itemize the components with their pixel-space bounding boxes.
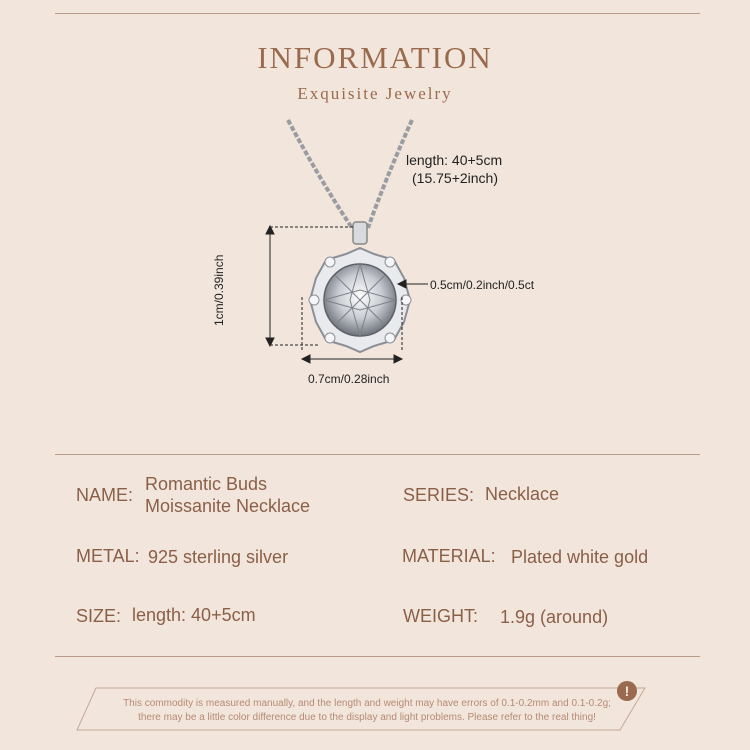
- series-label: SERIES:: [403, 485, 475, 505]
- name-label: NAME:: [76, 485, 134, 505]
- chain-length-label: length: 40+5cm: [406, 152, 503, 168]
- page-title: INFORMATION: [257, 40, 493, 75]
- page-subtitle: Exquisite Jewelry: [297, 84, 453, 103]
- bail: [353, 222, 367, 244]
- size-value: length: 40+5cm: [132, 605, 256, 625]
- weight-label: WEIGHT:: [403, 606, 478, 626]
- size-label: SIZE:: [76, 606, 122, 626]
- notice-line2: there may be a little color difference due to the display and light problems. Please refer to the real thing!: [138, 712, 596, 723]
- chain: [288, 120, 412, 228]
- name-value-line1: Romantic Buds: [145, 474, 268, 494]
- metal-label: METAL:: [76, 546, 140, 566]
- specs-bottom-divider: [55, 656, 700, 657]
- exclamation-icon: !: [617, 681, 637, 701]
- name-value-line2: Moissanite Necklace: [145, 496, 311, 516]
- specs-top-divider: [55, 454, 700, 455]
- chain-length-inch-label: (15.75+2inch): [412, 170, 499, 186]
- metal-value: 925 sterling silver: [148, 547, 289, 567]
- material-label: MATERIAL:: [402, 546, 496, 566]
- series-value: Necklace: [485, 484, 560, 504]
- top-divider: [55, 13, 700, 14]
- notice-text: [92, 697, 642, 725]
- pendant-setting: [309, 248, 411, 352]
- width-label: 0.7cm/0.28inch: [308, 372, 390, 386]
- weight-value: 1.9g (around): [500, 607, 609, 627]
- material-value: Plated white gold: [511, 547, 649, 567]
- stone-size-label: 0.5cm/0.2inch/0.5ct: [430, 278, 535, 292]
- height-label: 1cm/0.39inch: [212, 254, 226, 326]
- notice-line1: This commodity is measured manually, and the length and weight may have errors of 0.1-0.2mm and 0.1-0.2g;: [123, 698, 611, 709]
